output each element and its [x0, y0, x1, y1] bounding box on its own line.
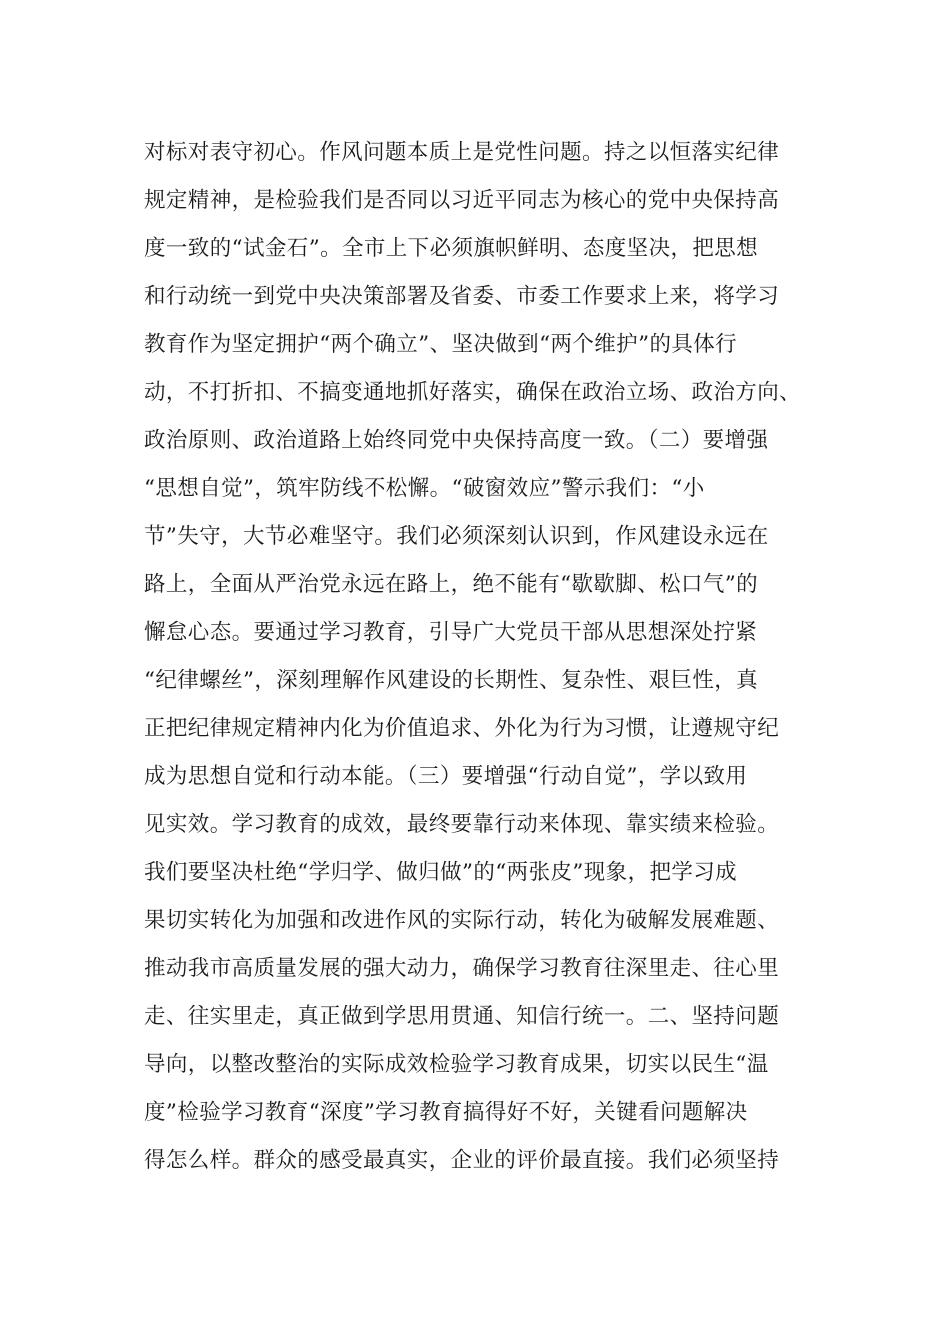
- text-line: 政治原则、政治道路上始终同党中央保持高度一致。（二）要增强: [144, 428, 769, 453]
- text-line: 果切实转化为加强和改进作风的实际行动，转化为破解发展难题、: [144, 908, 780, 933]
- text-line: 懈怠心态。要通过学习教育，引导广大党员干部从思想深处拧紧: [144, 620, 758, 645]
- text-line: “纪律螺丝”，深刻理解作风建设的长期性、复杂性、艰巨性，真: [144, 668, 759, 693]
- text-line: 正把纪律规定精神内化为价值追求、外化为行为习惯，让遵规守纪: [144, 716, 780, 741]
- text-line: 导向，以整改整治的实际成效检验学习教育成果，切实以民生“温: [144, 1052, 769, 1077]
- text-line: 和行动统一到党中央决策部署及省委、市委工作要求上来，将学习: [144, 284, 780, 309]
- text-line: 路上，全面从严治党永远在路上，绝不能有“歇歇脚、松口气”的: [144, 572, 759, 597]
- text-line: 度”检验学习教育“深度”学习教育搞得好不好，关键看问题解决: [144, 1100, 748, 1125]
- text-line: 教育作为坚定拥护“两个确立”、坚决做到“两个维护”的具体行: [144, 332, 738, 357]
- text-line: 度一致的“试金石”。全市上下必须旗帜鲜明、态度坚决，把思想: [144, 236, 759, 261]
- text-line: 成为思想自觉和行动本能。（三）要增强“行动自觉”，学以致用: [144, 764, 748, 789]
- body-text: [144, 129, 824, 1185]
- text-line: 得怎么样。群众的感受最真实，企业的评价最直接。我们必须坚持: [144, 1148, 780, 1173]
- text-line: 对标对表守初心。作风问题本质上是党性问题。持之以恒落实纪律: [144, 140, 780, 165]
- text-line: 推动我市高质量发展的强大动力，确保学习教育往深里走、往心里: [144, 956, 780, 981]
- text-line: 见实效。学习教育的成效，最终要靠行动来体现、靠实绩来检验。: [144, 812, 780, 837]
- text-line: 动，不打折扣、不搞变通地抓好落实，确保在政治立场、政治方向、: [144, 380, 802, 405]
- text-line: 规定精神，是检验我们是否同以习近平同志为核心的党中央保持高: [144, 188, 780, 213]
- text-line: “思想自觉”，筑牢防线不松懈。“破窗效应”警示我们：“小: [144, 476, 705, 501]
- text-line: 我们要坚决杜绝“学归学、做归做”的“两张皮”现象，把学习成: [144, 860, 738, 885]
- text-line: 走、往实里走，真正做到学思用贯通、知信行统一。二、坚持问题: [144, 1004, 780, 1029]
- text-line: 节”失守，大节必难坚守。我们必须深刻认识到，作风建设永远在: [144, 524, 769, 549]
